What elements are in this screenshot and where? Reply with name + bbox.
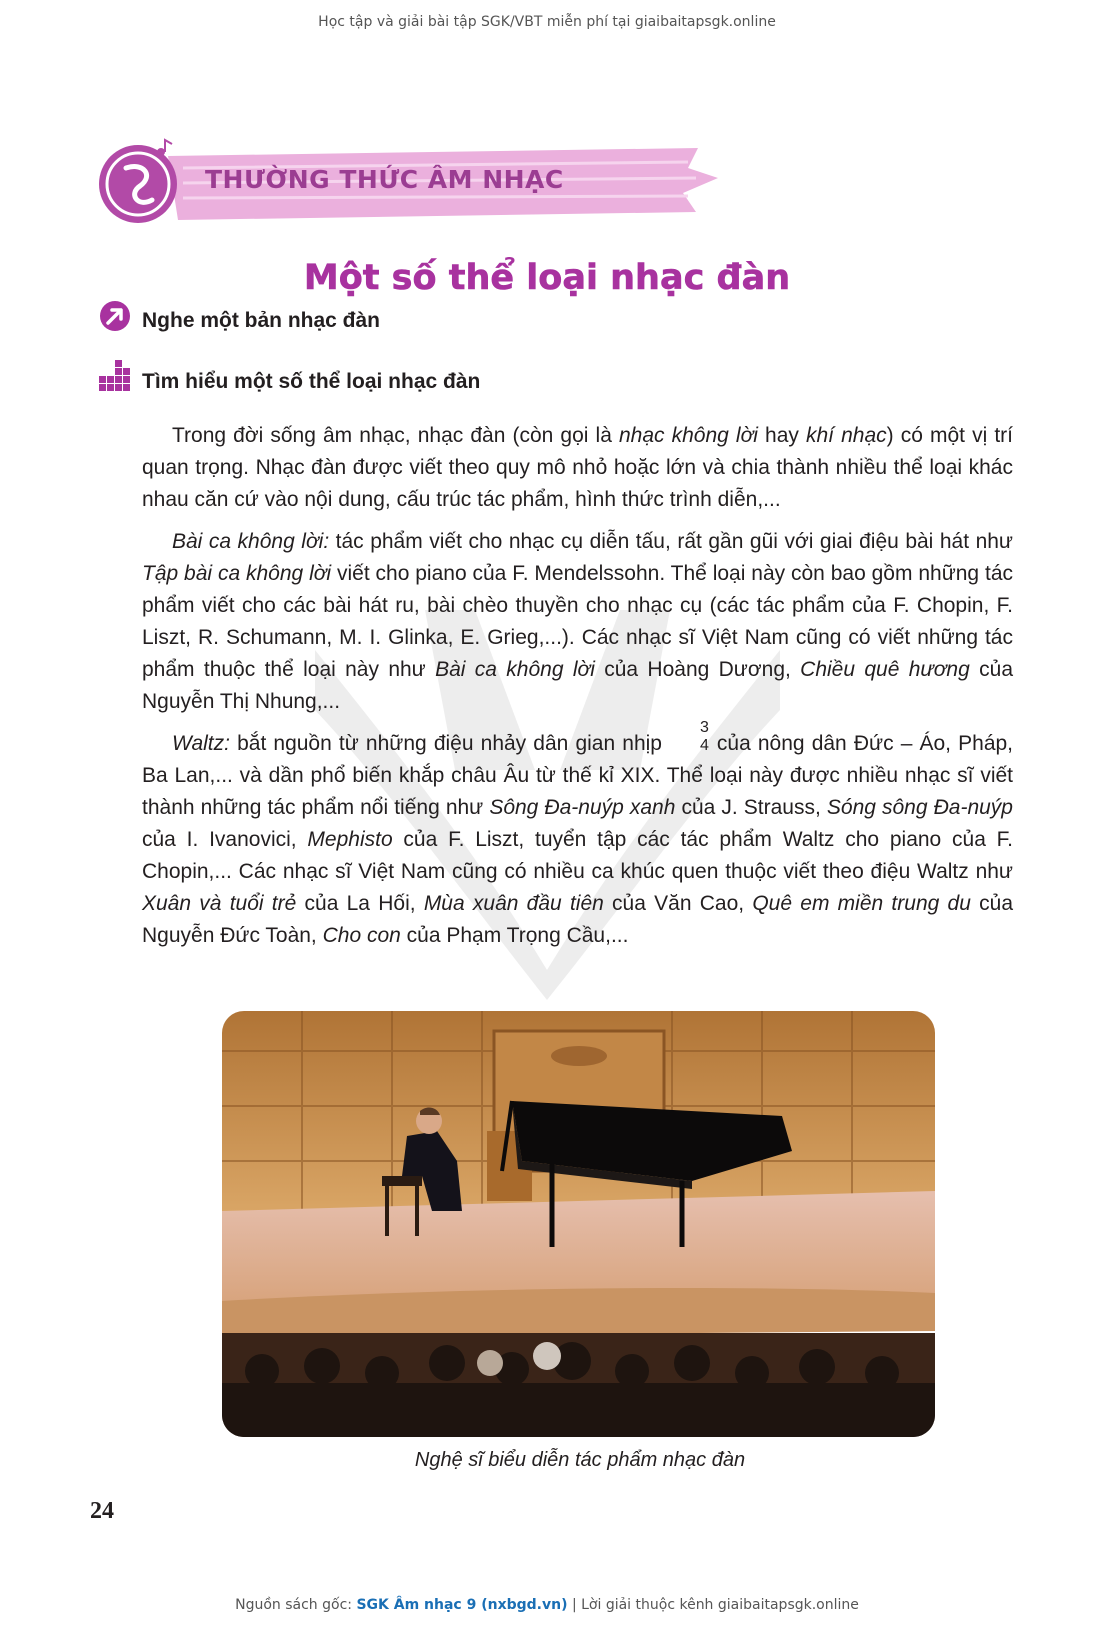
paragraph-bai-ca-khong-loi: [142, 526, 1013, 718]
text-run: của I. Ivanovici,: [142, 828, 308, 851]
text-run: của F. Liszt, tuyển tập các tác phẩm Waltz cho piano của F. Chopin,... Các nhạc sĩ Việt Nam cũng có nhiều ca khúc quen thuộc viết theo điệu Waltz như: [142, 828, 1013, 883]
banner-title: THƯỜNG THỨC ÂM NHẠC: [205, 165, 564, 194]
footer-prefix: Nguồn sách gốc:: [235, 1597, 357, 1613]
time-signature-fraction: [670, 719, 709, 755]
text-run: của Phạm Trọng Cầu,...: [400, 924, 629, 947]
text-run: của Nguyễn Thị Nhung,...: [142, 658, 1013, 713]
italic-work-title: Quê em miền trung du: [752, 892, 971, 915]
italic-work-title: Xuân và tuổi trẻ: [142, 892, 297, 915]
text-run: của Hoàng Dương,: [594, 658, 801, 681]
fraction-denominator: 4: [699, 737, 709, 755]
italic-term: Waltz:: [172, 732, 230, 755]
fraction-numerator: 3: [699, 719, 709, 737]
italic-term: Bài ca không lời:: [172, 530, 330, 553]
text-run: hay: [757, 424, 806, 447]
footer-note: [0, 1597, 1094, 1613]
arrow-circle-icon: [99, 300, 131, 332]
text-run: Trong đời sống âm nhạc, nhạc đàn (còn gọi là: [172, 424, 619, 447]
section-heading-explore: Tìm hiểu một số thể loại nhạc đàn: [142, 370, 481, 393]
footer-suffix: | Lời giải thuộc kênh giaibaitapsgk.online: [567, 1597, 859, 1613]
italic-term: nhạc không lời: [618, 424, 758, 447]
equalizer-blocks-icon: [98, 360, 132, 394]
italic-work-title: Cho con: [322, 924, 401, 947]
italic-term: khí nhạc: [805, 424, 887, 447]
page-number: 24: [90, 1498, 114, 1524]
italic-work-title: Sóng sông Đa-nuýp: [826, 796, 1013, 819]
text-run: ) có một vị trí quan trọng. Nhạc đàn được viết theo quy mô nhỏ hoặc lớn và chia thành nhiều thể loại khác nhau căn cứ vào nội dung, cấu trúc tác phẩm, hình thức trình diễn,...: [142, 424, 1014, 511]
text-run: bắt nguồn từ những điệu nhảy dân gian nhịp: [229, 732, 662, 755]
body-text: [142, 420, 1013, 962]
italic-work-title: Mephisto: [307, 828, 393, 851]
header-note: Học tập và giải bài tập SGK/VBT miễn phí tại giaibaitapsgk.online: [318, 14, 776, 30]
italic-work-title: Sông Đa-nuýp xanh: [489, 796, 676, 819]
text-run: của La Hối,: [296, 892, 424, 915]
pianist-illustration: [222, 1011, 935, 1437]
concert-photo: [222, 1011, 935, 1437]
text-run: tác phẩm viết cho nhạc cụ diễn tấu, rất gần gũi với giai điệu bài hát như: [329, 530, 1013, 553]
text-run: viết cho piano của F. Mendelssohn. Thể loại này còn bao gồm những tác phẩm viết cho các bài hát ru, bài chèo thuyền cho nhạc cụ (các tác phẩm của F. Chopin, F. Liszt, R. Schumann, M. I. Glinka, E. Grieg,...). Các nhạc sĩ Việt Nam cũng có viết những tác phẩm thuộc thể loại này như: [142, 562, 1013, 681]
italic-work-title: Bài ca không lời: [435, 658, 595, 681]
section-heading-listen: Nghe một bản nhạc đàn: [142, 309, 381, 332]
text-run: của nông dân Đức – Áo, Pháp, Ba Lan,... và dần phổ biến khắp châu Âu từ thế kỉ XIX. Thể loại này được nhiều nhạc sĩ viết thành những tác phẩm nổi tiếng như: [142, 732, 1014, 819]
text-run: của Văn Cao,: [603, 892, 753, 915]
italic-work-title: Chiều quê hương: [800, 658, 970, 681]
italic-work-title: Tập bài ca không lời: [142, 562, 332, 585]
photo-caption: Nghệ sĩ biểu diễn tác phẩm nhạc đàn: [414, 1449, 746, 1471]
italic-work-title: Mùa xuân đầu tiên: [423, 892, 604, 915]
paragraph-intro: [142, 420, 1013, 516]
paragraph-waltz: [142, 719, 1014, 952]
lesson-title: Một số thể loại nhạc đàn: [303, 258, 791, 298]
text-run: của J. Strauss,: [675, 796, 827, 819]
text-run: của Nguyễn Đức Toàn,: [142, 892, 1014, 947]
footer-source-link[interactable]: SGK Âm nhạc 9 (nxbgd.vn): [356, 1597, 568, 1613]
